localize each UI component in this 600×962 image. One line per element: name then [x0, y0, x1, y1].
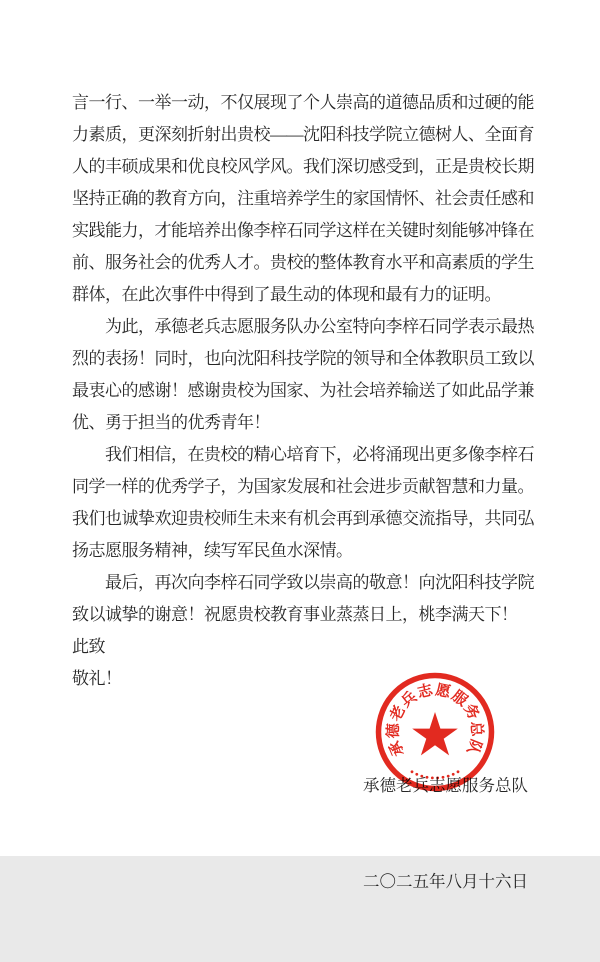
- letter-line: 扬志愿服务精神，续写军民鱼水深情。: [72, 541, 353, 560]
- letter-line: 前、服务社会的优秀人才。贵校的整体教育水平和高素质的学生: [72, 253, 534, 272]
- letter-line: 实践能力，才能培养出像李梓石同学这样在关键时刻能够冲锋在: [72, 221, 534, 240]
- letter-line: 我们相信，在贵校的精心培育下，必将涌现出更多像李梓石: [72, 445, 534, 464]
- letter-line: 最后，再次向李梓石同学致以崇高的敬意！向沈阳科技学院: [72, 573, 534, 592]
- signature-date: 二〇二五年八月十六日: [363, 872, 528, 891]
- letter-line: 最衷心的感谢！感谢贵校为国家、为社会培养输送了如此品学兼: [72, 381, 534, 400]
- letter-line: 致以诚挚的谢意！祝愿贵校教育事业蒸蒸日上，桃李满天下！: [72, 605, 518, 624]
- letter-line: 坚持正确的教育方向，注重培养学生的家国情怀、社会责任感和: [72, 189, 534, 208]
- signature-block: [363, 706, 528, 962]
- letter-line: 人的丰硕成果和优良校风学风。我们深切感受到，正是贵校长期: [72, 157, 534, 176]
- signature-org: 承德老兵志愿服务总队: [363, 776, 528, 795]
- letter-line: 力素质，更深刻折射出贵校——沈阳科技学院立德树人、全面育: [72, 125, 534, 144]
- letter-line: 敬礼！: [72, 669, 122, 688]
- letter-line: 优、勇于担当的优秀青年！: [72, 413, 270, 432]
- letter-line: 同学一样的优秀学子，为国家发展和社会进步贡献智慧和力量。: [72, 477, 534, 496]
- letter-line: 为此，承德老兵志愿服务队办公室特向李梓石同学表示最热: [72, 317, 534, 336]
- letter-line: 群体，在此次事件中得到了最生动的体现和最有力的证明。: [72, 285, 501, 304]
- seal-ring-text: 承德老兵志愿服务总队: [385, 682, 485, 759]
- letter-body: [72, 87, 534, 695]
- letter-line: 我们也诚挚欢迎贵校师生未来有机会再到承德交流指导，共同弘: [72, 509, 534, 528]
- letter-line: 言一行、一举一动，不仅展现了个人崇高的道德品质和过硬的能: [72, 93, 534, 112]
- letter-line: 此致: [72, 637, 105, 656]
- letter-line: 烈的表扬！同时，也向沈阳科技学院的领导和全体教职员工致以: [72, 349, 534, 368]
